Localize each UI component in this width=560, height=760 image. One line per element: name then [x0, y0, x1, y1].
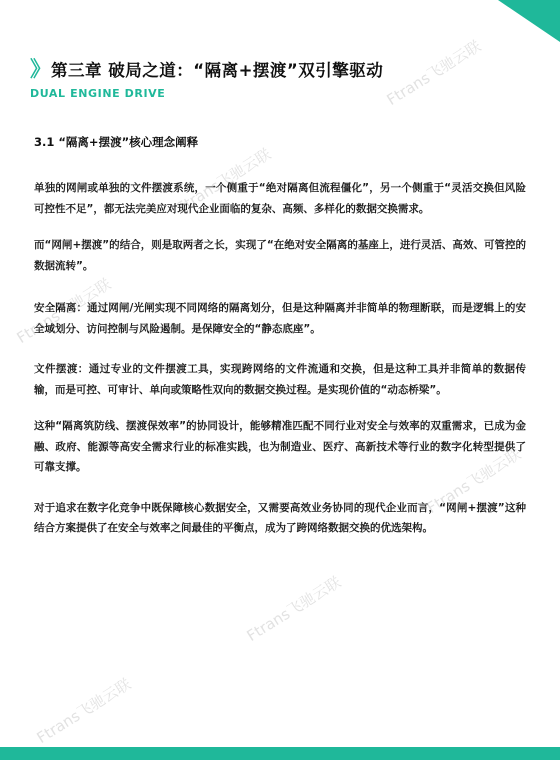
paragraph: 安全隔离：通过网闸/光闸实现不同网络的隔离划分，但是这种隔离并非简单的物理断联，而是逻辑上的安全域划分、访问控制与风险遏制。是保障安全的“静态底座”。 — [34, 302, 526, 335]
body-text — [34, 178, 526, 555]
chapter-header — [30, 57, 540, 100]
paragraph: 这种“隔离筑防线、摆渡保效率”的协同设计，能够精准匹配不同行业对安全与效率的双重需求，已成为金融、政府、能源等高安全需求行业的标准实践，也为制造业、医疗、高新技术等行业的数字化转型提供了可靠支撑。 — [34, 420, 526, 473]
watermark: Ftrans飞驰云联 — [243, 572, 345, 645]
watermark: Ftrans飞驰云联 — [13, 274, 115, 347]
bottom-accent-bar — [0, 747, 560, 760]
chapter-title: 第三章 破局之道：“隔离+摆渡”双引擎驱动 — [51, 61, 384, 80]
paragraph: 文件摆渡：通过专业的文件摆渡工具，实现跨网络的文件流通和交换，但是这种工具并非简单的数据传输，而是可控、可审计、单向或策略性双向的数据交换过程。是实现价值的“动态桥梁”。 — [34, 363, 526, 396]
paragraph: 对于追求在数字化竞争中既保障核心数据安全，又需要高效业务协同的现代企业而言，“网闸+摆渡”这种结合方案提供了在安全与效率之间最佳的平衡点，成为了跨网络数据交换的优选架构。 — [34, 501, 526, 534]
watermark: Ftrans飞驰云联 — [33, 674, 135, 747]
chevron-icon: 》 — [30, 56, 47, 81]
paragraph: 而“网闸+摆渡”的结合，则是取两者之长，实现了“在绝对安全隔离的基座上，进行灵活、高效、可管控的数据流转”。 — [34, 239, 526, 272]
section-title: 3.1 “隔离+摆渡”核心理念阐释 — [34, 135, 199, 149]
watermark: Ftrans飞驰云联 — [423, 444, 525, 517]
corner-decoration — [490, 0, 560, 42]
watermark: Ftrans飞驰云联 — [383, 36, 485, 109]
watermark: Ftrans飞驰云联 — [173, 144, 275, 217]
chapter-title-row — [30, 57, 540, 81]
paragraph: 单独的网闸或单独的文件摆渡系统，一个侧重于“绝对隔离但流程僵化”，另一个侧重于“灵活交换但风险可控性不足”，都无法完美应对现代企业面临的复杂、高频、多样化的数据交换需求。 — [34, 182, 526, 215]
chapter-subtitle: DUAL ENGINE DRIVE — [30, 87, 166, 100]
